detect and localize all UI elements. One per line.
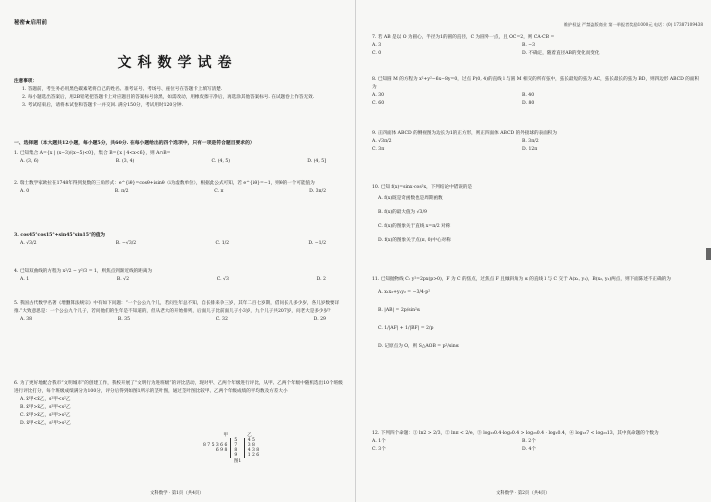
question-stem: 9. 正四面体 ABCD 的侧视图为边长为1的正方形，则正四面体 ABCD 的外接球的表面积为: [372, 131, 557, 136]
question-5: [14, 300, 346, 324]
header-note: 维护权益 严禁盗版商业 第一举报者奖励1000元 电话：(0) 17387109438: [563, 22, 703, 27]
option: B. −√3/2: [115, 241, 137, 246]
leaf-left: 6 9 8: [215, 448, 228, 453]
figure-caption: 图1: [233, 459, 242, 464]
option: B. f(x)的最大值为 √3/9: [378, 210, 427, 215]
question-stem: 2. 瑞士数学家欧拉在1748年得到复数的三角形式：e^{iθ}=cosθ+isinθ（i为虚数单位），根据此公式可知，若 e^{iθ}=−1，则θ的一个可能值为: [14, 181, 315, 186]
option: B. √2: [116, 277, 130, 282]
option: D. 12π: [522, 147, 538, 152]
option: D. 2: [316, 277, 326, 282]
stem-head-left: 甲: [223, 433, 228, 438]
question-stem: 12. 下列四个命题：① ln2 > 2/3，② lnπ < 2/e，③ log₂₃0.4·log₂0.4 > log₂₃0.4 · log₂0.4，④ log₂₃7 < log₂₃13，其中真命题的个数为: [372, 431, 659, 436]
question-stem: 3. cos45°cos15°+sin45°sin15°的值为: [14, 233, 106, 238]
option: D. (4, 5]: [307, 159, 326, 164]
question-1: [14, 150, 346, 166]
exam-page-1: [0, 0, 355, 502]
option: D. 不确定，随着直径AB的变化而变化: [522, 51, 600, 56]
option: A. 30: [372, 93, 385, 98]
option: D. 3π/2: [309, 189, 326, 194]
option: C. 60: [372, 101, 385, 106]
leaf-right: 4 3 8: [247, 448, 260, 453]
question-stem: 7. 若 AB 是以 O 为圆心，半径为1的圆的直径，C 为圆外一点，且 OC=2，则 CA·CB =: [372, 35, 555, 40]
page-footer: 文科数学 · 第1页（共4页）: [150, 491, 204, 496]
stem-leaf-plot: [200, 432, 340, 464]
stem: 8: [231, 448, 244, 453]
question-12: [372, 430, 702, 454]
option: B. x̄甲>x̄乙，s²甲<s²乙: [20, 405, 71, 410]
option: B. 2个: [522, 439, 536, 444]
option: A. 0: [20, 189, 30, 194]
question-stem: 8. 已知圆 M 的方程为 x²+y²−6x−8y=0，过点 P(0, 4)的直线 l 与圆 M 相交的所有弦中，弦长最短的弦为 AC，弦长最长的弦为 BD，则四边形 ABCD 的面积为: [372, 77, 700, 90]
option: B. −3: [522, 43, 536, 48]
notice-heading: 注意事项：: [14, 79, 37, 84]
question-6: [14, 380, 346, 428]
option: D. 29: [313, 317, 326, 322]
option: C. 1/2: [215, 241, 230, 246]
question-3: [14, 232, 346, 248]
question-7: [372, 34, 702, 58]
option: A. (3, 6): [20, 159, 39, 164]
option: A. x̄甲<x̄乙，s²甲<s²乙: [20, 397, 71, 402]
option: A. √3/2: [20, 241, 37, 246]
question-2: [14, 180, 346, 196]
option: D. 记原点为 O，则 S△AOB = p²/sinα: [378, 344, 459, 349]
question-stem: 6. 为了更好地配合我市“文明城市”的创建工作，我校开展了“文明行为进班级”的评比活动，现对甲、乙两个年级进行评比，从甲、乙两个年级中随机选出10个班级进行评比打分，每个班级成绩满分为100分，评分后得到如图1所示的茎叶图，通过茎叶图比较甲、乙两个年级成绩的平均数及方差大小: [14, 381, 343, 394]
secret-mark: 秘密★启用前: [14, 20, 48, 26]
option: A. x₁x₂+y₁y₂ = −3/4·p²: [378, 290, 431, 295]
option: A. f(x)既是奇函数也是周期函数: [378, 196, 443, 201]
stem: 7: [231, 443, 244, 448]
option: C. x̄甲>x̄乙，s²甲>s²乙: [20, 413, 71, 418]
leaf-right: 4 5: [247, 438, 255, 443]
page-edge-tab: [706, 248, 711, 260]
option: D. 80: [522, 101, 535, 106]
option: B. 3π/2: [522, 139, 539, 144]
question-stem: 5. 我国古代数学名著《增删算法统宗》中有如下问题：“一个公公九个儿，若问生年总不知，自长排来争三岁，其年二百七岁期，借问长儿多少岁，各儿岁数要详推.”大致意思是：一个公公九个儿子，若问他们的生年是不知道的，但从老大的开始排列，后面儿子比前面儿子小3岁，九个儿子共207岁，问老大是多少岁？: [14, 301, 340, 314]
question-4: [14, 268, 346, 284]
stem: 5: [231, 438, 244, 443]
option: D. 4个: [522, 447, 536, 452]
option: D. f(x)的图象关于点(π, 0)中心对称: [378, 238, 451, 243]
option: A. 1: [20, 277, 30, 282]
stem: 9: [231, 453, 244, 458]
option: A. 38: [20, 317, 33, 322]
question-8: [372, 76, 702, 108]
question-stem: 4. 已知双曲线的方程为 x²/2 − y²/3 = 1，则焦点到渐近线的距离为: [14, 269, 153, 274]
page-footer: 文科数学 · 第2页（共4页）: [496, 491, 550, 496]
option: C. 1/|AF| + 1/|BF| = 2/p: [378, 326, 434, 331]
option: C. f(x)的图象关于直线 x=π/2 对称: [378, 224, 451, 229]
option: C. 32: [215, 317, 228, 322]
notice-item: 3. 考试结束后，请将本试卷和答题卡一并交回. 满分150分，考试用时120分钟.: [22, 103, 183, 108]
question-10: [372, 184, 702, 248]
option: C. 3π: [372, 147, 385, 152]
option: B. 35: [117, 317, 131, 322]
question-stem: 10. 已知 f(x)=sinx·cos²x，下列结论中错误的是: [372, 185, 473, 190]
option: C. 0: [372, 51, 382, 56]
notice-item: 2. 每小题选出答案后，用2B铅笔把答题卡上对应题目的答案标号涂黑，如需改动，用橡皮擦干净后，再选涂其他答案标号. 在试题卷上作答无效.: [22, 95, 315, 100]
leaf-right: 3 8: [247, 443, 255, 448]
option: A. 1个: [372, 439, 386, 444]
option: D. x̄甲<x̄乙，s²甲>s²乙: [20, 421, 71, 426]
leaf-left: 8 7 5 3 6 6: [203, 443, 228, 448]
exam-page-2: [356, 0, 711, 502]
leaf-right: 1 2 6: [247, 453, 260, 458]
option: B. (3, 4): [115, 159, 135, 164]
question-stem: 1. 已知集合 A={x | (x−3)/(x−5)<0}，集合 B={x | 4<x<6}，则 A∩B=: [14, 151, 171, 156]
section-heading: 一、选择题（本大题共12小题，每小题5分，共60分. 在每小题给出的四个选项中，只有一项是符合题目要求的）: [14, 140, 255, 146]
question-stem: 11. 已知抛物线 C: y²=2px(p>0)，F 为 C 的焦点，过焦点 F 且倾斜角为 α 的直线 l 与 C 交于 A(x₁, y₁)，B(x₂, y₂)两点，则下面陈述不正确的为: [372, 277, 671, 282]
option: C. π: [214, 189, 224, 194]
option: C. (4, 5): [211, 159, 231, 164]
option: B. 40: [522, 93, 535, 98]
notice-item: 1. 答题前，考生务必用黑色碳素笔将自己的姓名、准考证号、考场号、座位号在答题卡上填写清楚.: [22, 87, 223, 92]
question-11: [372, 276, 702, 356]
exam-title: 文科数学试卷: [117, 55, 238, 71]
option: C. √3: [216, 277, 229, 282]
option: A. 3: [372, 43, 382, 48]
question-9: [372, 130, 702, 154]
option: A. √3π/2: [372, 139, 392, 144]
option: D. −1/2: [308, 241, 326, 246]
option: B. π/2: [114, 189, 129, 194]
option: C. 3个: [372, 447, 386, 452]
notice-block: [14, 78, 344, 110]
option: B. |AB| = 2p/sin²α: [378, 308, 420, 313]
stem-head-right: 乙: [247, 433, 252, 438]
